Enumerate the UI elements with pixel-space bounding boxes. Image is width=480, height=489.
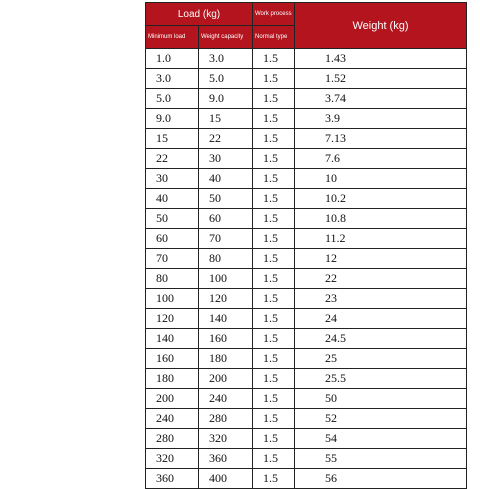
table-header [146,3,467,49]
normal-type-cell: 1.5 [253,69,295,89]
minimum-load-cell: 160 [146,349,199,369]
weight-cell: 7.6 [295,149,467,169]
normal-type-cell: 1.5 [253,469,295,489]
load-weight-table [145,2,467,489]
table-row [146,129,467,149]
table-row [146,409,467,429]
table-row [146,189,467,209]
minimum-load-cell: 15 [146,129,199,149]
weight-capacity-cell: 200 [199,369,253,389]
minimum-load-cell: 9.0 [146,109,199,129]
weight-cell: 10 [295,169,467,189]
weight-cell: 54 [295,429,467,449]
work-process-header: Work process [253,3,295,26]
table-body [146,49,467,489]
weight-cell: 56 [295,469,467,489]
weight-cell: 23 [295,289,467,309]
normal-type-cell: 1.5 [253,109,295,129]
weight-capacity-cell: 280 [199,409,253,429]
normal-type-cell: 1.5 [253,309,295,329]
normal-type-cell: 1.5 [253,249,295,269]
normal-type-cell: 1.5 [253,389,295,409]
table-row [146,229,467,249]
minimum-load-cell: 200 [146,389,199,409]
weight-capacity-cell: 9.0 [199,89,253,109]
normal-type-header: Normal type [253,26,295,49]
weight-capacity-cell: 240 [199,389,253,409]
minimum-load-cell: 360 [146,469,199,489]
table-row [146,149,467,169]
normal-type-cell: 1.5 [253,229,295,249]
minimum-load-cell: 30 [146,169,199,189]
weight-capacity-cell: 22 [199,129,253,149]
weight-cell: 24 [295,309,467,329]
weight-capacity-cell: 80 [199,249,253,269]
table-row [146,89,467,109]
table-row [146,169,467,189]
weight-capacity-cell: 120 [199,289,253,309]
weight-capacity-cell: 320 [199,429,253,449]
weight-cell: 10.8 [295,209,467,229]
minimum-load-cell: 60 [146,229,199,249]
table-row [146,329,467,349]
table-row [146,69,467,89]
minimum-load-cell: 240 [146,409,199,429]
table-row [146,369,467,389]
minimum-load-cell: 50 [146,209,199,229]
weight-cell: 50 [295,389,467,409]
table-row [146,289,467,309]
weight-capacity-cell: 15 [199,109,253,129]
minimum-load-cell: 3.0 [146,69,199,89]
minimum-load-cell: 120 [146,309,199,329]
minimum-load-cell: 70 [146,249,199,269]
weight-capacity-cell: 5.0 [199,69,253,89]
weight-capacity-cell: 50 [199,189,253,209]
minimum-load-cell: 5.0 [146,89,199,109]
weight-capacity-cell: 3.0 [199,49,253,69]
weight-cell: 3.9 [295,109,467,129]
weight-capacity-cell: 140 [199,309,253,329]
weight-cell: 25.5 [295,369,467,389]
minimum-load-cell: 320 [146,449,199,469]
weight-cell: 12 [295,249,467,269]
weight-capacity-cell: 40 [199,169,253,189]
minimum-load-cell: 80 [146,269,199,289]
weight-capacity-header: Weight capacity [199,26,253,49]
normal-type-cell: 1.5 [253,329,295,349]
minimum-load-cell: 140 [146,329,199,349]
weight-cell: 3.74 [295,89,467,109]
normal-type-cell: 1.5 [253,429,295,449]
table-row [146,429,467,449]
normal-type-cell: 1.5 [253,209,295,229]
weight-cell: 10.2 [295,189,467,209]
weight-capacity-cell: 70 [199,229,253,249]
weight-capacity-cell: 30 [199,149,253,169]
weight-capacity-cell: 360 [199,449,253,469]
minimum-load-cell: 22 [146,149,199,169]
normal-type-cell: 1.5 [253,289,295,309]
weight-capacity-cell: 400 [199,469,253,489]
weight-cell: 7.13 [295,129,467,149]
weight-cell: 11.2 [295,229,467,249]
weight-cell: 22 [295,269,467,289]
normal-type-cell: 1.5 [253,269,295,289]
minimum-load-cell: 180 [146,369,199,389]
minimum-load-cell: 1.0 [146,49,199,69]
weight-capacity-cell: 100 [199,269,253,289]
minimum-load-cell: 100 [146,289,199,309]
minimum-load-cell: 280 [146,429,199,449]
normal-type-cell: 1.5 [253,89,295,109]
load-header: Load (kg) [146,3,253,26]
header-row-top [146,3,467,26]
normal-type-cell: 1.5 [253,49,295,69]
table-row [146,109,467,129]
table-row [146,49,467,69]
weight-cell: 1.43 [295,49,467,69]
table-row [146,309,467,329]
minimum-load-header: Minimum load [146,26,199,49]
table-row [146,269,467,289]
normal-type-cell: 1.5 [253,349,295,369]
weight-cell: 1.52 [295,69,467,89]
table-row [146,349,467,369]
weight-cell: 24.5 [295,329,467,349]
weight-capacity-cell: 160 [199,329,253,349]
normal-type-cell: 1.5 [253,449,295,469]
normal-type-cell: 1.5 [253,369,295,389]
weight-cell: 52 [295,409,467,429]
table-row [146,449,467,469]
weight-capacity-cell: 60 [199,209,253,229]
normal-type-cell: 1.5 [253,129,295,149]
minimum-load-cell: 40 [146,189,199,209]
weight-header: Weight (kg) [295,3,467,49]
normal-type-cell: 1.5 [253,409,295,429]
table-row [146,209,467,229]
table-row [146,389,467,409]
normal-type-cell: 1.5 [253,189,295,209]
weight-cell: 55 [295,449,467,469]
weight-capacity-cell: 180 [199,349,253,369]
normal-type-cell: 1.5 [253,169,295,189]
weight-cell: 25 [295,349,467,369]
table-row [146,249,467,269]
normal-type-cell: 1.5 [253,149,295,169]
